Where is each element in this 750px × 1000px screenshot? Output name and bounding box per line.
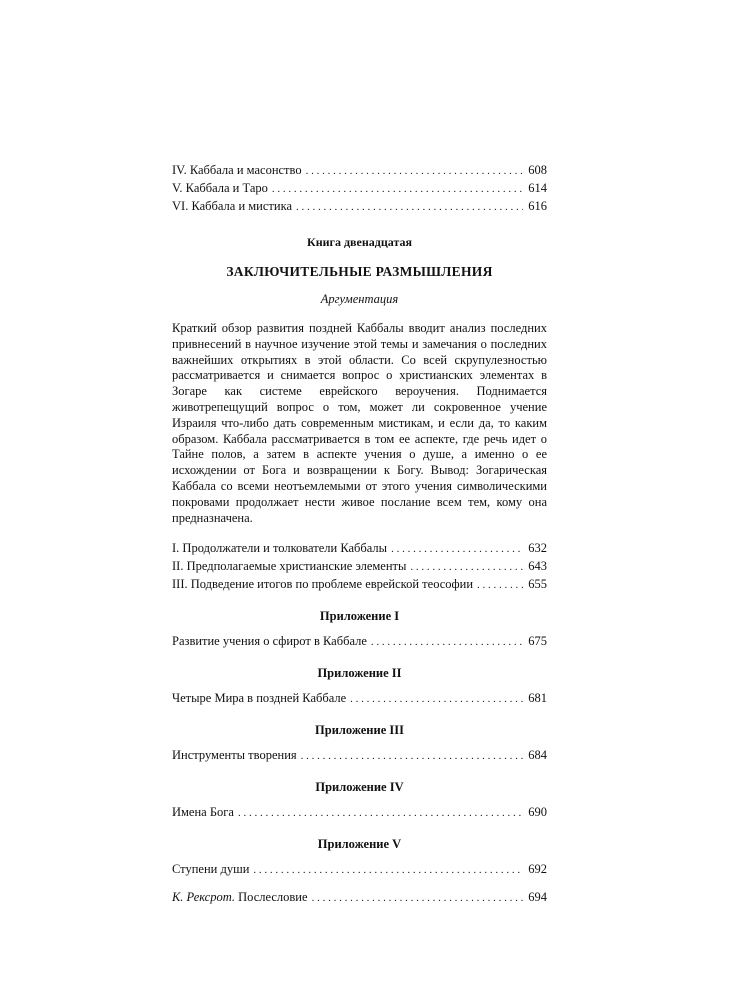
argument-heading: Аргументация xyxy=(320,292,399,306)
toc-entry-title: Имена Бога xyxy=(172,805,234,820)
toc-entry-page: 684 xyxy=(528,748,547,763)
toc-entry-title: III. Подведение итогов по проблеме еврейской теософии xyxy=(172,577,474,592)
toc-entry-title: VI. Каббала и мистика xyxy=(172,199,292,213)
leader-dots xyxy=(410,559,523,576)
appendix-heading: Приложение IV xyxy=(315,780,404,795)
toc-entry-title: IV. Каббала и масонство xyxy=(172,163,302,177)
argument-paragraph: Краткий обзор развития поздней Каббалы вводит анализ последних привнесений в научное изучение этой темы и замечания о последних важнейших открытиях в этой области. Со всей скрупулезностью рассматривается и снимается вопрос о христианских элементах в Зогаре как системе еврейского вероучения. Поднимается животрепещущий вопрос о том, может ли сокровенное учение Израиля что-либо дать современным мистикам, и если да, то каким образом. Каббала рассматривается в том ее аспекте, где речь идет о Тайне полов, а затем в аспекте учения о душе, а именно о ее исхождении от Бога и возвращении к Богу. Вывод: Зогарическая Каббала со всеми неотъемлемыми от этого учения символическими покровами продолжает нести живое послание всем тем, кому она предназначена. xyxy=(172,321,547,525)
toc-entry-page: 675 xyxy=(528,634,547,649)
toc-entry-page: 632 xyxy=(528,541,547,556)
leader-dots xyxy=(301,748,523,765)
leader-dots xyxy=(296,199,523,216)
leader-dots xyxy=(477,577,523,594)
leader-dots xyxy=(238,805,523,822)
appendix-heading: Приложение II xyxy=(317,666,402,681)
afterword-entry[interactable] xyxy=(172,889,547,907)
toc-entry-page: 694 xyxy=(528,890,547,905)
leader-dots xyxy=(391,541,523,558)
toc-entry-page: 614 xyxy=(528,181,547,195)
toc-entry-title: I. Продолжатели и толкователи Каббалы xyxy=(172,541,388,556)
appendix-heading: Приложение III xyxy=(315,723,404,738)
toc-top-group xyxy=(172,162,547,216)
toc-entry[interactable] xyxy=(172,576,547,594)
toc-entry-page: 655 xyxy=(528,577,547,592)
appendix-heading: Приложение V xyxy=(317,837,402,852)
toc-entry[interactable] xyxy=(172,558,547,576)
toc-entry-title: Четыре Мира в поздней Каббале xyxy=(172,691,347,706)
toc-entry-page: 681 xyxy=(528,691,547,706)
toc-page xyxy=(172,162,547,907)
toc-entry-page: 616 xyxy=(528,199,547,213)
leader-dots xyxy=(350,691,523,708)
toc-entry-page: 692 xyxy=(528,862,547,877)
appendix-heading: Приложение I xyxy=(319,609,400,624)
toc-entry-page: 643 xyxy=(528,559,547,574)
toc-entry[interactable] xyxy=(172,747,547,765)
leader-dots xyxy=(312,890,523,907)
toc-entry-title: Инструменты творения xyxy=(172,748,297,763)
toc-entry[interactable] xyxy=(172,690,547,708)
toc-entry-page: 690 xyxy=(528,805,547,820)
leader-dots xyxy=(371,634,523,651)
toc-entry-title xyxy=(172,889,308,906)
toc-entry-title: Ступени души xyxy=(172,862,250,877)
toc-entry[interactable] xyxy=(172,180,547,198)
toc-entry-title: V. Каббала и Таро xyxy=(172,181,268,195)
toc-entry[interactable] xyxy=(172,633,547,651)
afterword-author: К. Рексрот. xyxy=(172,890,236,905)
toc-entry[interactable] xyxy=(172,804,547,822)
toc-entry[interactable] xyxy=(172,198,547,216)
afterword-title: Послесловие xyxy=(238,890,308,905)
book-entries-group xyxy=(172,540,547,594)
toc-entry[interactable] xyxy=(172,540,547,558)
book-title: ЗАКЛЮЧИТЕЛЬНЫЕ РАЗМЫШЛЕНИЯ xyxy=(226,264,493,279)
book-label: Книга двенадцатая xyxy=(307,235,412,249)
toc-entry[interactable] xyxy=(172,861,547,879)
leader-dots xyxy=(272,181,523,198)
leader-dots xyxy=(253,862,523,879)
toc-entry-title: II. Предполагаемые христианские элементы xyxy=(172,559,407,574)
toc-entry-page: 608 xyxy=(528,163,547,177)
toc-entry-title: Развитие учения о сфирот в Каббале xyxy=(172,634,367,649)
leader-dots xyxy=(306,163,523,180)
toc-entry[interactable] xyxy=(172,162,547,180)
